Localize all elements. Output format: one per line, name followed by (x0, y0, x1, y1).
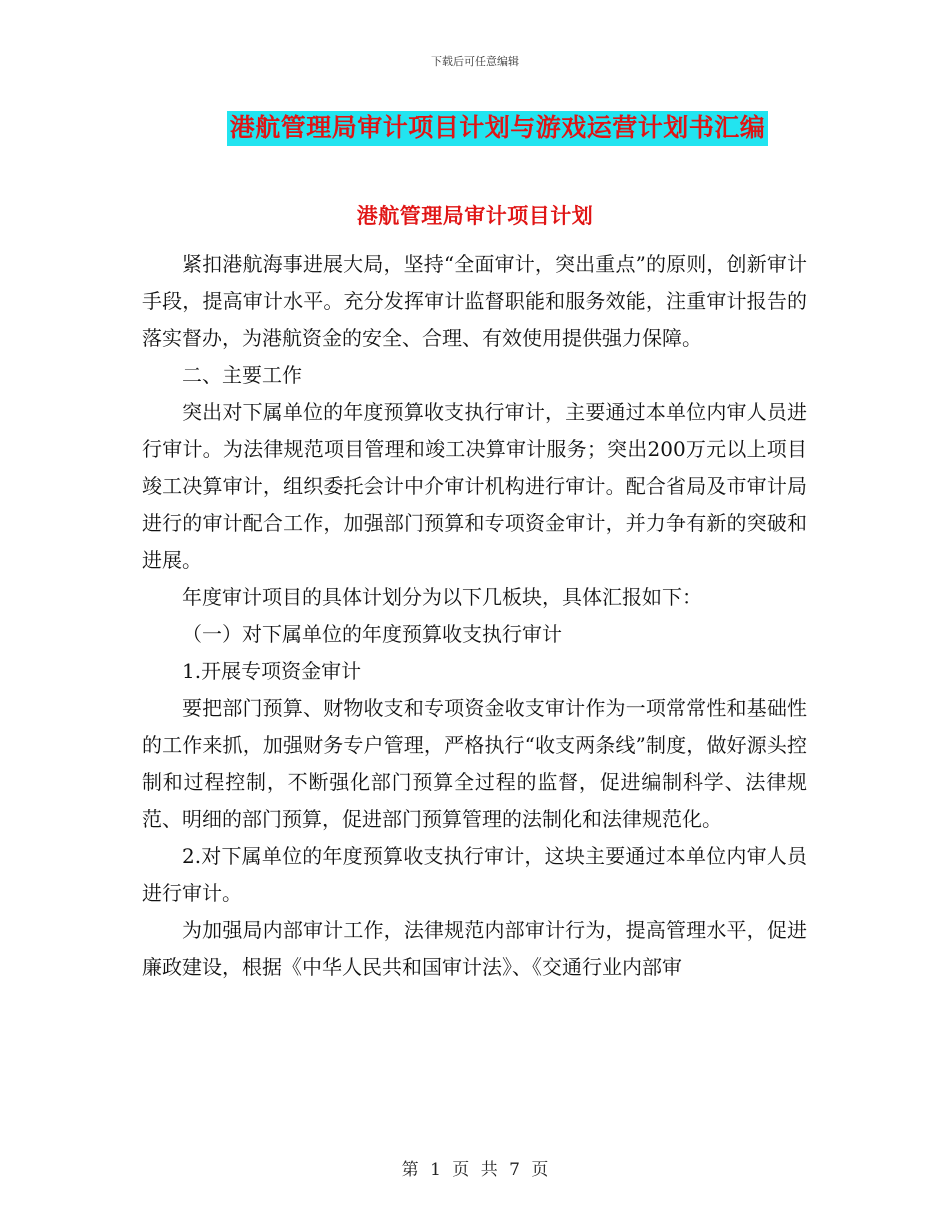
paragraph-special-fund: 要把部门预算、财物收支和专项资金收支审计作为一项常常性和基础性的工作来抓，加强财务专户管理，严格执行“收支两条线”制度，做好源头控制和过程控制，不断强化部门预算全过程的监督，促进编制科学、法律规范、明细的部门预算，促进部门预算管理的法制化和法律规范化。 (142, 696, 807, 831)
subheading-budget-audit: （一）对下属单位的年度预算收支执行审计 (182, 622, 562, 646)
paragraph-plan-summary: 年度审计项目的具体计划分为以下几板块，具体汇报如下： (182, 585, 702, 609)
item-special-fund-audit: 1.开展专项资金审计 (182, 659, 362, 683)
section-title: 港航管理局审计项目计划 (356, 204, 594, 228)
paragraph-internal-audit: 为加强局内部审计工作，法律规范内部审计行为，提高管理水平，促进廉政建设，根据《中华人民共和国审计法》、《交通行业内部审 (142, 918, 807, 979)
document-main-title (0, 108, 950, 144)
header-note: 下载后可任意编辑 (431, 55, 519, 68)
paragraph-intro: 紧扣港航海事进展大局，坚持“全面审计，突出重点”的原则，创新审计手段，提高审计水平。充分发挥审计监督职能和服务效能，注重审计报告的落实督办，为港航资金的安全、合理、有效使用提供强力保障。 (142, 252, 807, 350)
paragraph-main-work: 突出对下属单位的年度预算收支执行审计，主要通过本单位内审人员进行审计。为法律规范项目管理和竣工决算审计服务；突出200万元以上项目竣工决算审计，组织委托会计中介审计机构进行审计。配合省局及市审计局进行的审计配合工作，加强部门预算和专项资金审计，并力争有新的突破和进展。 (142, 400, 807, 572)
item-subordinate-audit: 2.对下属单位的年度预算收支执行审计，这块主要通过本单位内审人员进行审计。 (142, 844, 807, 905)
main-title-text: 港航管理局审计项目计划与游戏运营计划书汇编 (227, 111, 769, 146)
page-footer: 第 1 页 共 7 页 (401, 1160, 549, 1180)
heading-main-work: 二、主要工作 (182, 363, 302, 387)
document-body (142, 246, 807, 986)
